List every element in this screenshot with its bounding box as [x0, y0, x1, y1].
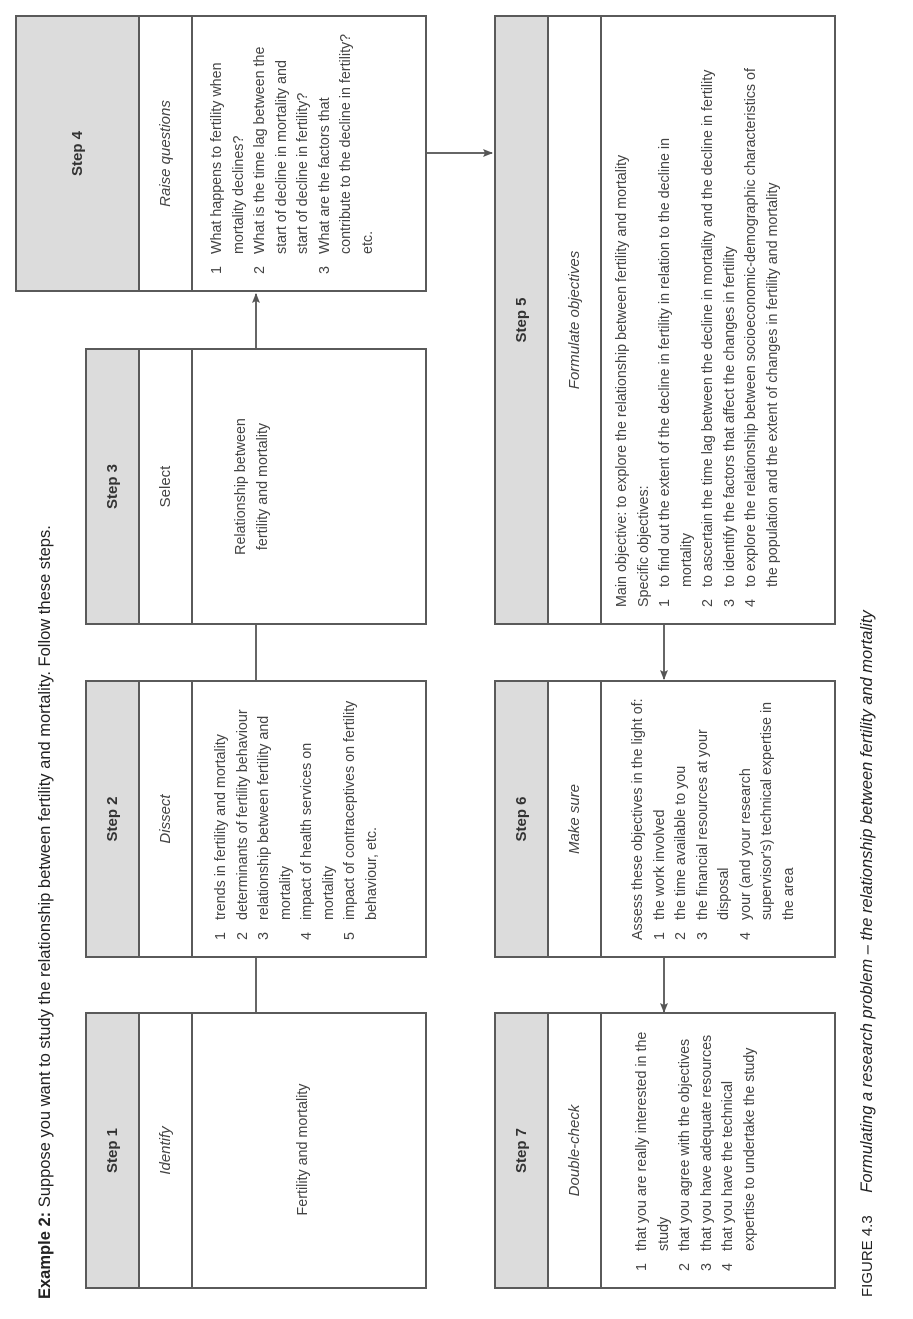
list-item: 1 What happens to fertility when mortality declines?: [209, 62, 247, 274]
step-4-body: [193, 17, 389, 290]
list-item: 3 relationship between fertility and mortality: [256, 715, 294, 940]
step-4-action: Raise questions: [140, 17, 193, 290]
step-6-action: Make sure: [549, 682, 602, 956]
step-1-text: Fertility and mortality: [295, 1083, 312, 1216]
list-item: 1 trends in fertility and mortality: [213, 734, 229, 940]
step-1-box: [85, 1012, 427, 1289]
step-7-action: Double-check: [549, 1014, 602, 1287]
step-6-box: [494, 680, 836, 958]
step-6-heading: Step 6: [496, 682, 549, 956]
step-4-box: [15, 15, 427, 292]
step-1-action: Identify: [140, 1014, 193, 1287]
step-7-list: [632, 1028, 761, 1271]
list-item: 4 that you have the technical expertise to undertake the study: [720, 1047, 758, 1271]
figure-number: FIGURE 4.3: [859, 1215, 876, 1297]
step-5-main-objective: Main objective: to explore the relationship between fertility and mortality: [614, 154, 630, 607]
figure-caption: [858, 610, 877, 1297]
step-4-list: [207, 31, 379, 274]
list-item: 5 impact of contraceptives on fertility behaviour, etc.: [342, 700, 380, 940]
list-item: 4 impact of health services on mortality: [299, 742, 337, 940]
step-4-heading: Step 4: [17, 17, 140, 290]
step-5-specific-label: Specific objectives:: [635, 485, 652, 607]
step-3-heading: Step 3: [87, 350, 140, 623]
list-item: 4 to explore the relationship between socioeconomic-demographic characteristics of the population and the extent of changes in fertility and mortality: [743, 68, 781, 607]
step-7-heading: Step 7: [496, 1014, 549, 1287]
list-item: 1 to find out the extent of the decline in fertility in relation to the decline in mortality: [657, 137, 695, 607]
list-item: 3 the financial resources at your disposal: [694, 729, 732, 940]
list-item: 4 your (and your research supervisor's) technical expertise in the area: [737, 701, 797, 940]
step-2-heading: Step 2: [87, 682, 140, 956]
list-item: 2 determinants of fertility behaviour: [234, 709, 251, 940]
figure-caption-text: Formulating a research problem – the relationship between fertility and mortality: [858, 610, 876, 1193]
list-item: 1 the work involved: [651, 809, 668, 940]
example-title: [36, 525, 55, 1299]
step-2-list: [211, 696, 383, 940]
step-5-box: [494, 15, 836, 625]
list-item: 3 that you have adequate resources: [698, 1034, 715, 1271]
list-item: 3 to identify the factors that affect the changes in fertility: [721, 246, 738, 607]
step-6-body: [602, 682, 810, 956]
step-5-action: Formulate objectives: [549, 17, 602, 623]
step-2-body: [193, 682, 393, 956]
list-item: 2 the time available to you: [673, 765, 689, 940]
step-2-action: Dissect: [140, 682, 193, 956]
step-7-body: [602, 1014, 771, 1287]
step-5-body: [602, 17, 792, 623]
step-5-heading: Step 5: [496, 17, 549, 623]
example-label: Example 2:: [36, 1211, 54, 1299]
step-2-box: [85, 680, 427, 958]
step-3-action: Select: [140, 350, 193, 623]
step-1-body: [193, 1014, 425, 1287]
step-3-body: [193, 350, 274, 623]
step-3-text: Relationship between fertility and mortality: [233, 418, 271, 555]
step-7-box: [494, 1012, 836, 1289]
step-1-heading: Step 1: [87, 1014, 140, 1287]
list-item: 3 What are the factors that contribute to the decline in fertility? etc.: [316, 33, 376, 274]
step-5-list: [655, 47, 784, 607]
list-item: 1 that you are really interested in the study: [634, 1031, 672, 1271]
list-item: 2 that you agree with the objectives: [677, 1038, 693, 1271]
step-6-intro: Assess these objectives in the light of:: [630, 698, 646, 940]
step-6-list: [650, 696, 801, 940]
list-item: 2 to ascertain the time lag between the decline in mortality and the decline in fertility: [700, 69, 716, 607]
step-3-box: [85, 348, 427, 625]
example-text: Suppose you want to study the relationship between fertility and mortality. Follow these steps.: [36, 525, 54, 1208]
list-item: 2 What is the time lag between the start of decline in mortality and start of decline in fertility?: [252, 46, 311, 274]
